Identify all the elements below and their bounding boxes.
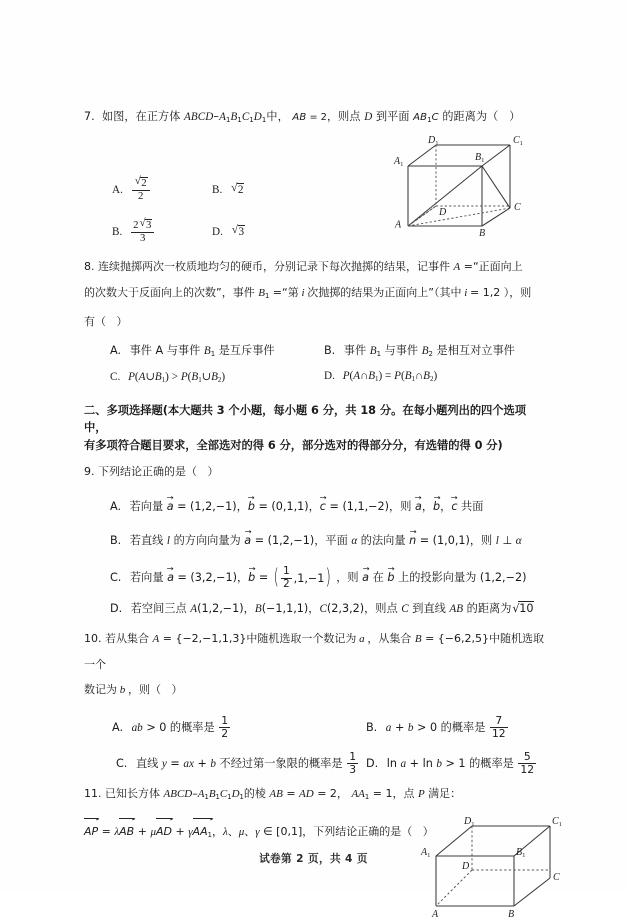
question-9-options <box>84 484 544 624</box>
cuboid-label-C: C <box>553 872 560 884</box>
option-text: 若向量 a → = (1,2,−1)，b → = (0,1,1)，c → = (1,1,−2)，则 a →，b →，c → 共面 <box>130 500 484 513</box>
question-11-line-2: AP = λAB + μAD + γAA$_1$，λ、μ、γ ∈ [0,1]，下列结论正确的是（ ） <box>84 816 544 848</box>
cuboid-label-D: D <box>462 861 470 873</box>
option-label: D. <box>324 369 335 382</box>
option-7-b[interactable] <box>212 183 244 196</box>
option-9-b[interactable] <box>110 532 522 548</box>
option-label: C. <box>110 370 121 383</box>
cuboid-label-A: A <box>432 909 439 918</box>
question-10-options <box>84 703 544 777</box>
section-2-header-line-2: 有多项符合题目要求，全部选对的得 6 分，部分选对的得部分分，有选错的得 0 分) <box>84 438 503 452</box>
cube-label-D: D <box>439 207 447 218</box>
option-9-d[interactable] <box>110 600 534 616</box>
option-text: ln a + ln b > 1 的概率是 $\frac{5}{12}$ <box>386 750 535 777</box>
cube-label-B: B <box>479 228 486 239</box>
option-label: A. <box>112 183 123 196</box>
cube-label-D1: $D_1$ <box>428 135 439 147</box>
question-8-line-2: 的次数大于反面向上的次数”，事件 $B_1$ =“第 i 次抛掷的结果为正面向上”（其中 i = 1,2 ），则 <box>84 286 532 300</box>
option-10-c[interactable] <box>116 751 359 775</box>
cube-label-A1: $A_1$ <box>394 156 404 168</box>
option-text: 若空间三点 A(1,2,−1)，B(−1,1,1)，C(2,3,2)，则点 C 到直线 AB 的距离为 √ 10 <box>131 602 535 615</box>
option-9-c[interactable] <box>110 566 526 589</box>
option-value: √ $\frac{2}{2}$ <box>132 177 150 202</box>
question-10 <box>84 626 544 777</box>
cube-label-B1: $B_1$ <box>475 152 485 164</box>
cube-label-C: C <box>514 202 521 213</box>
option-label: D. <box>110 602 123 616</box>
option-label: C. <box>116 757 128 771</box>
option-label: C. <box>110 571 122 585</box>
question-8 <box>84 254 544 396</box>
option-10-b[interactable] <box>366 715 509 739</box>
option-8-a[interactable] <box>110 342 275 358</box>
option-value: $\frac{2 √ 3}{3}$ <box>131 219 154 244</box>
option-text: 直线 y = ax + b 不经过第一象限的概率是 $\frac{1}{3}$ <box>135 750 357 777</box>
option-text: a + b > 0 的概率是 $\frac{7}{12}$ <box>385 714 506 741</box>
option-text: ab > 0 的概率是 $\frac{1}{2}$ <box>131 714 229 741</box>
cuboid-label-D1: $D_1$ <box>464 816 475 829</box>
option-value: √ 2 <box>230 184 244 196</box>
section-2-header <box>84 402 544 455</box>
option-7-d[interactable] <box>212 225 245 238</box>
option-text: $P(A\cup B_1)$ > $P(B_1\cup B_2)$ <box>128 370 226 384</box>
question-7-stem: 7. 如图，在正方体 ABCD–$A_1B_1C_1D_1$中， AB = 2，则点 D 到平面 $AB_1C$ 的距离为（ ） <box>84 110 521 124</box>
option-10-a[interactable] <box>112 715 231 739</box>
question-10-line-2: 数记为 b ，则（ ） <box>84 683 183 697</box>
option-text: $P(A\cap B_1)$ = $P(B_1\cap B_2)$ <box>342 369 438 383</box>
question-8-line-1: 8. 连续抛掷两次一枚质地均匀的硬币，分别记录下每次抛掷的结果，记事件 A =“正面向上 <box>84 260 523 273</box>
option-8-c[interactable] <box>110 370 225 384</box>
cuboid-label-B1: $B_1$ <box>516 847 526 860</box>
cuboid-label-C1: $C_1$ <box>552 816 562 829</box>
option-text: 事件 $B_1$ 与事件 $B_2$ 是相互对立事件 <box>343 343 515 358</box>
option-label: D. <box>212 225 223 238</box>
option-text: 事件 A 与事件 $B_1$ 是互斥事件 <box>129 343 275 358</box>
question-9 <box>84 459 544 624</box>
question-8-options <box>84 334 544 396</box>
option-label: A. <box>110 500 122 514</box>
option-label: B. <box>366 721 378 735</box>
option-label: B. <box>112 225 123 238</box>
option-value: √ 3 <box>231 226 245 238</box>
question-10-line-1: 10. 若从集合 A = {−2,−1,1,3}中随机选取一个数记为 a ，从集合 B = {−6,2,5}中随机选取一个 <box>84 632 545 672</box>
option-9-a[interactable] <box>110 498 483 514</box>
option-8-d[interactable] <box>324 370 437 383</box>
option-label: B. <box>212 183 223 196</box>
cuboid-label-B: B <box>508 909 515 918</box>
question-8-line-3: 有（ ） <box>84 314 128 328</box>
question-7 <box>84 104 544 244</box>
option-label: A. <box>110 343 122 357</box>
question-11-line-1: 11. 已知长方体 ABCD–$A_1B_1C_1D_1$的棱 AB = AD = 2， $AA_1 = 1$，点 P 满足： <box>84 787 462 802</box>
option-7-c[interactable] <box>112 219 155 244</box>
cube-label-C1: $C_1$ <box>513 135 523 147</box>
question-9-stem: 9. 下列结论正确的是（ ） <box>84 465 219 479</box>
option-label: B. <box>110 534 122 548</box>
section-2-header-line-1: 二、多项选择题(本大题共 3 个小题，每小题 6 分，共 18 分。在每小题列出的四个选项中， <box>84 403 527 435</box>
option-text: 若向量 a → = (3,2,−1)，b → = ( $\frac{1}{2}$ ,1,−1 ) ，则 a → 在 b → 上的投影向量为 (1,2,−2) <box>130 571 527 584</box>
cuboid-label-A1: $A_1$ <box>421 847 431 860</box>
option-7-a[interactable] <box>112 177 151 202</box>
cube-label-A: A <box>395 219 402 231</box>
page-footer: 试卷第 2 页，共 4 页 <box>259 853 368 865</box>
option-label: A. <box>112 721 124 735</box>
option-label: D. <box>366 757 379 771</box>
option-text: 若直线 l 的方向向量为 a → = (1,2,−1)，平面 α 的法向量 n → = (1,0,1)，则 l ⊥ α <box>130 534 522 547</box>
option-10-d[interactable] <box>366 751 537 775</box>
figure-cube-q7 <box>392 132 544 240</box>
cube-diagram-q7-svg <box>392 132 544 240</box>
option-8-b[interactable] <box>324 342 515 358</box>
option-label: B. <box>324 343 336 357</box>
